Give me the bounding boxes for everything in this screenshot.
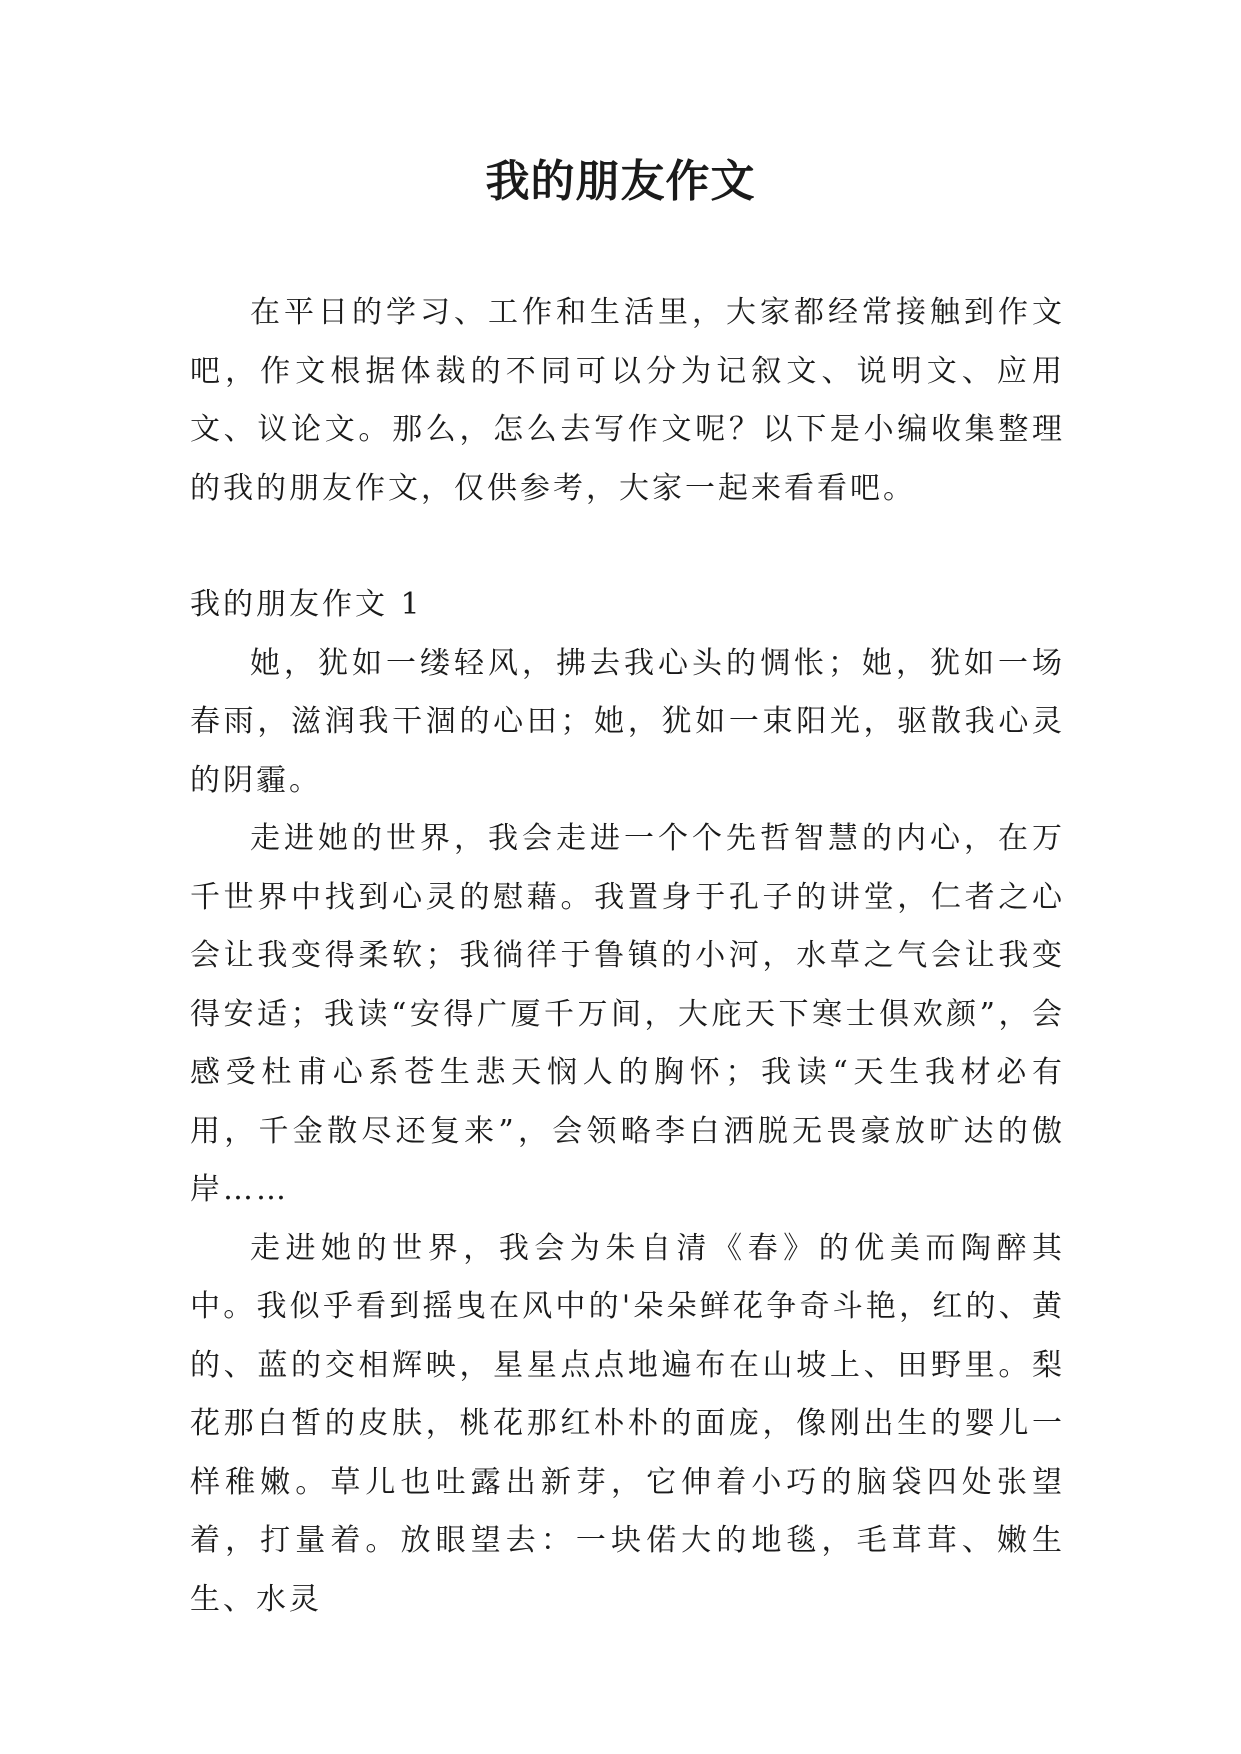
document-title: 我的朋友作文 [485,156,756,207]
intro-paragraph: 在平日的学习、工作和生活里，大家都经常接触到作文吧，作文根据体裁的不同可以分为记叙文、说明文、应用文、议论文。那么，怎么去写作文呢？以下是小编收集整理的我的朋友作文，仅供参考，大家一起来看看吧。 [190,295,1065,506]
section-heading: 我的朋友作文 1 [190,587,423,622]
body-paragraph: 走进她的世界，我会为朱自清《春》的优美而陶醉其中。我似乎看到摇曳在风中的'朵朵鲜花争奇斗艳，红的、黄的、蓝的交相辉映，星星点点地遍布在山坡上、田野里。梨花那白皙的皮肤，桃花那红朴朴的面庞，像刚出生的婴儿一样稚嫩。草儿也吐露出新芽，它伸着小巧的脑袋四处张望着，打量着。放眼望去：一块偌大的地毯，毛茸茸、嫩生生、水灵 [190,1230,1065,1617]
body-paragraph: 她，犹如一缕轻风，拂去我心头的惆怅；她，犹如一场春雨，滋润我干涸的心田；她，犹如一束阳光，驱散我心灵的阴霾。 [190,645,1065,798]
body-paragraph: 走进她的世界，我会走进一个个先哲智慧的内心，在万千世界中找到心灵的慰藉。我置身于孔子的讲堂，仁者之心会让我变得柔软；我徜徉于鲁镇的小河，水草之气会让我变得安适；我读“安得广厦千万间，大庇天下寒士俱欢颜”，会感受杜甫心系苍生悲天悯人的胸怀；我读“天生我材必有用，千金散尽还复来”，会领略李白洒脱无畏豪放旷达的傲岸…… [190,821,1065,1207]
document-body [190,284,1065,1629]
